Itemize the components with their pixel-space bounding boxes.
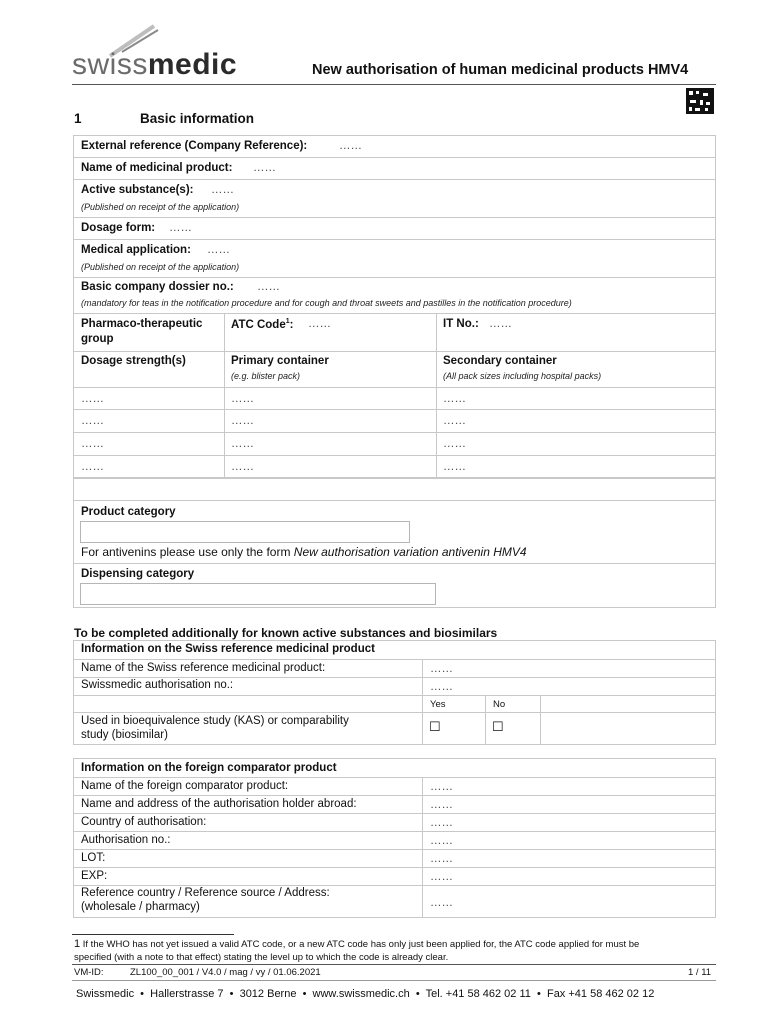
divider	[73, 795, 716, 796]
footnote-line2: specified (with a note to that effect) stating the level up to which the code is already clear.	[74, 952, 449, 963]
authorisation-holder-value[interactable]: ……	[430, 799, 453, 811]
primary-container-header: Primary container	[231, 355, 329, 367]
swiss-reference-heading: Information on the Swiss reference medicinal product	[81, 643, 375, 655]
section-title: Basic information	[140, 111, 255, 126]
yes-column-header: Yes	[430, 699, 446, 710]
column-divider	[436, 314, 437, 478]
dossier-label: Basic company dossier no.:	[81, 281, 234, 293]
country-label: Country of authorisation:	[81, 816, 207, 828]
divider	[73, 831, 716, 832]
atc-code-value[interactable]: ……	[308, 318, 331, 330]
primary-container-value[interactable]: ……	[231, 393, 254, 405]
divider	[73, 695, 716, 696]
pharmaco-row	[73, 314, 716, 352]
divider	[73, 813, 716, 814]
logo-text-medic: medic	[147, 48, 238, 81]
secondary-container-value[interactable]: ……	[443, 461, 466, 473]
secondary-container-value[interactable]: ……	[443, 393, 466, 405]
footer-address: Swissmedic • Hallerstrasse 7 • 3012 Berne • www.swissmedic.ch • Tel. +41 58 462 02 11 • Fax +41 58 462 02 12	[76, 988, 655, 1000]
active-substance-note: (Published on receipt of the application)	[81, 202, 240, 212]
section-number: 1	[74, 111, 82, 126]
used-in-study-yes-checkbox[interactable]: ☐	[429, 719, 441, 734]
pharmaco-label-line1: Pharmaco-therapeutic	[81, 318, 203, 330]
primary-container-value[interactable]: ……	[231, 438, 254, 450]
lot-value[interactable]: ……	[430, 853, 453, 865]
divider	[73, 500, 716, 501]
primary-container-value[interactable]: ……	[231, 415, 254, 427]
primary-container-value[interactable]: ……	[231, 461, 254, 473]
exp-label: EXP:	[81, 870, 108, 882]
swiss-authorisation-value[interactable]: ……	[430, 681, 453, 693]
document-title: New authorisation of human medicinal products HMV4	[312, 62, 689, 78]
active-substance-label: Active substance(s):	[81, 184, 194, 196]
column-divider	[422, 659, 423, 745]
antivenin-form-name: New authorisation variation antivenin HMV4	[293, 545, 527, 559]
swissmedic-logo	[72, 50, 237, 80]
strength-value[interactable]: ……	[81, 461, 104, 473]
strength-value[interactable]: ……	[81, 438, 104, 450]
strength-value[interactable]: ……	[81, 415, 104, 427]
dosage-form-label: Dosage form:	[81, 222, 156, 234]
secondary-container-value[interactable]: ……	[443, 415, 466, 427]
logo-text-swiss: swiss	[72, 48, 148, 81]
strength-header-row	[73, 352, 716, 388]
it-number-label: IT No.:	[443, 318, 479, 330]
atc-footnote-marker: 1	[285, 318, 290, 325]
reference-country-label-line2: (wholesale / pharmacy)	[81, 901, 200, 913]
active-substance-value[interactable]: ……	[211, 184, 234, 196]
swiss-reference-name-label: Name of the Swiss reference medicinal product:	[81, 662, 326, 674]
strength-header: Dosage strength(s)	[81, 355, 186, 367]
secondary-container-note: (All pack sizes including hospital packs)	[443, 371, 602, 381]
footer-rule-bottom	[72, 980, 716, 981]
reference-country-label-line1: Reference country / Reference source / Address:	[81, 887, 330, 899]
active-substance-row[interactable]	[73, 180, 716, 218]
authorisation-no-label: Authorisation no.:	[81, 834, 171, 846]
primary-container-note: (e.g. blister pack)	[231, 371, 301, 381]
dosage-form-value[interactable]: ……	[169, 222, 192, 234]
swiss-authorisation-label: Swissmedic authorisation no.:	[81, 679, 234, 691]
medical-application-row[interactable]	[73, 240, 716, 278]
divider	[73, 712, 716, 713]
footnote-line1	[74, 938, 639, 950]
dossier-value[interactable]: ……	[257, 281, 280, 293]
qr-code-icon	[686, 88, 714, 114]
used-in-study-label-line2: study (biosimilar)	[81, 729, 168, 741]
product-name-label: Name of medicinal product:	[81, 162, 233, 174]
atc-code-label	[231, 318, 293, 331]
medical-application-label: Medical application:	[81, 244, 191, 256]
pharmaco-label-line2: group	[81, 333, 114, 345]
column-divider	[540, 695, 541, 745]
divider	[73, 849, 716, 850]
used-in-study-label-line1: Used in bioequivalence study (KAS) or comparability	[81, 715, 349, 727]
divider	[73, 867, 716, 868]
product-name-value[interactable]: ……	[253, 162, 276, 174]
dossier-note: (mandatory for teas in the notification procedure and for cough and throat sweets and pastilles in the notification procedure)	[81, 298, 572, 308]
atc-code-label-colon: :	[289, 318, 294, 331]
external-reference-value[interactable]: ……	[339, 140, 362, 152]
used-in-study-no-checkbox[interactable]: ☐	[492, 719, 504, 734]
external-reference-row[interactable]	[73, 135, 716, 158]
footnote-number: 1	[74, 938, 81, 950]
footer-rule	[72, 964, 716, 965]
foreign-comparator-heading: Information on the foreign comparator product	[81, 762, 337, 774]
authorisation-no-value[interactable]: ……	[430, 835, 453, 847]
strength-value[interactable]: ……	[81, 393, 104, 405]
page-number: 1 / 11	[688, 967, 712, 978]
external-reference-label: External reference (Company Reference):	[81, 140, 308, 152]
header-rule	[72, 84, 716, 85]
antivenin-text: For antivenins please use only the form	[81, 545, 294, 559]
vm-id-value: ZL100_00_001 / V4.0 / mag / vy / 01.06.2021	[130, 967, 321, 978]
footnote-rule	[72, 934, 234, 935]
strength-row-3[interactable]	[73, 433, 716, 456]
product-category-label: Product category	[81, 506, 176, 518]
no-column-header: No	[493, 699, 506, 710]
strength-row-1[interactable]	[73, 388, 716, 410]
product-category-input[interactable]	[80, 521, 410, 543]
divider	[73, 885, 716, 886]
country-value[interactable]: ……	[430, 817, 453, 829]
medical-application-value[interactable]: ……	[207, 244, 230, 256]
medical-application-note: (Published on receipt of the application)	[81, 262, 240, 272]
lot-label: LOT:	[81, 852, 106, 864]
reference-country-value[interactable]: ……	[430, 897, 453, 909]
divider	[73, 777, 716, 778]
footnote-text: If the WHO has not yet issued a valid ATC code, or a new ATC code has only just been applied for, the ATC code applied for must be	[80, 939, 640, 950]
known-substances-heading: To be completed additionally for known active substances and biosimilars	[74, 626, 498, 640]
antivenin-instruction	[81, 545, 527, 559]
foreign-product-name-value[interactable]: ……	[430, 781, 453, 793]
dosage-form-row[interactable]	[73, 218, 716, 240]
strength-row-2[interactable]	[73, 410, 716, 433]
product-name-row[interactable]	[73, 158, 716, 180]
swiss-reference-name-value[interactable]: ……	[430, 663, 453, 675]
secondary-container-value[interactable]: ……	[443, 438, 466, 450]
divider	[73, 677, 716, 678]
secondary-container-header: Secondary container	[443, 355, 557, 367]
dispensing-category-label: Dispensing category	[81, 568, 195, 580]
column-divider	[485, 695, 486, 745]
dossier-row[interactable]	[73, 278, 716, 314]
exp-value[interactable]: ……	[430, 871, 453, 883]
divider	[73, 563, 716, 564]
dispensing-category-input[interactable]	[80, 583, 436, 605]
divider	[73, 659, 716, 660]
column-divider	[422, 777, 423, 918]
swiss-reference-table	[73, 640, 716, 745]
vm-id-label: VM-ID:	[74, 967, 104, 978]
strength-row-4[interactable]	[73, 456, 716, 478]
atc-code-label-text: ATC Code	[231, 318, 286, 331]
it-number-value[interactable]: ……	[489, 318, 512, 330]
authorisation-holder-label: Name and address of the authorisation holder abroad:	[81, 798, 357, 810]
column-divider	[224, 314, 225, 478]
foreign-product-name-label: Name of the foreign comparator product:	[81, 780, 289, 792]
